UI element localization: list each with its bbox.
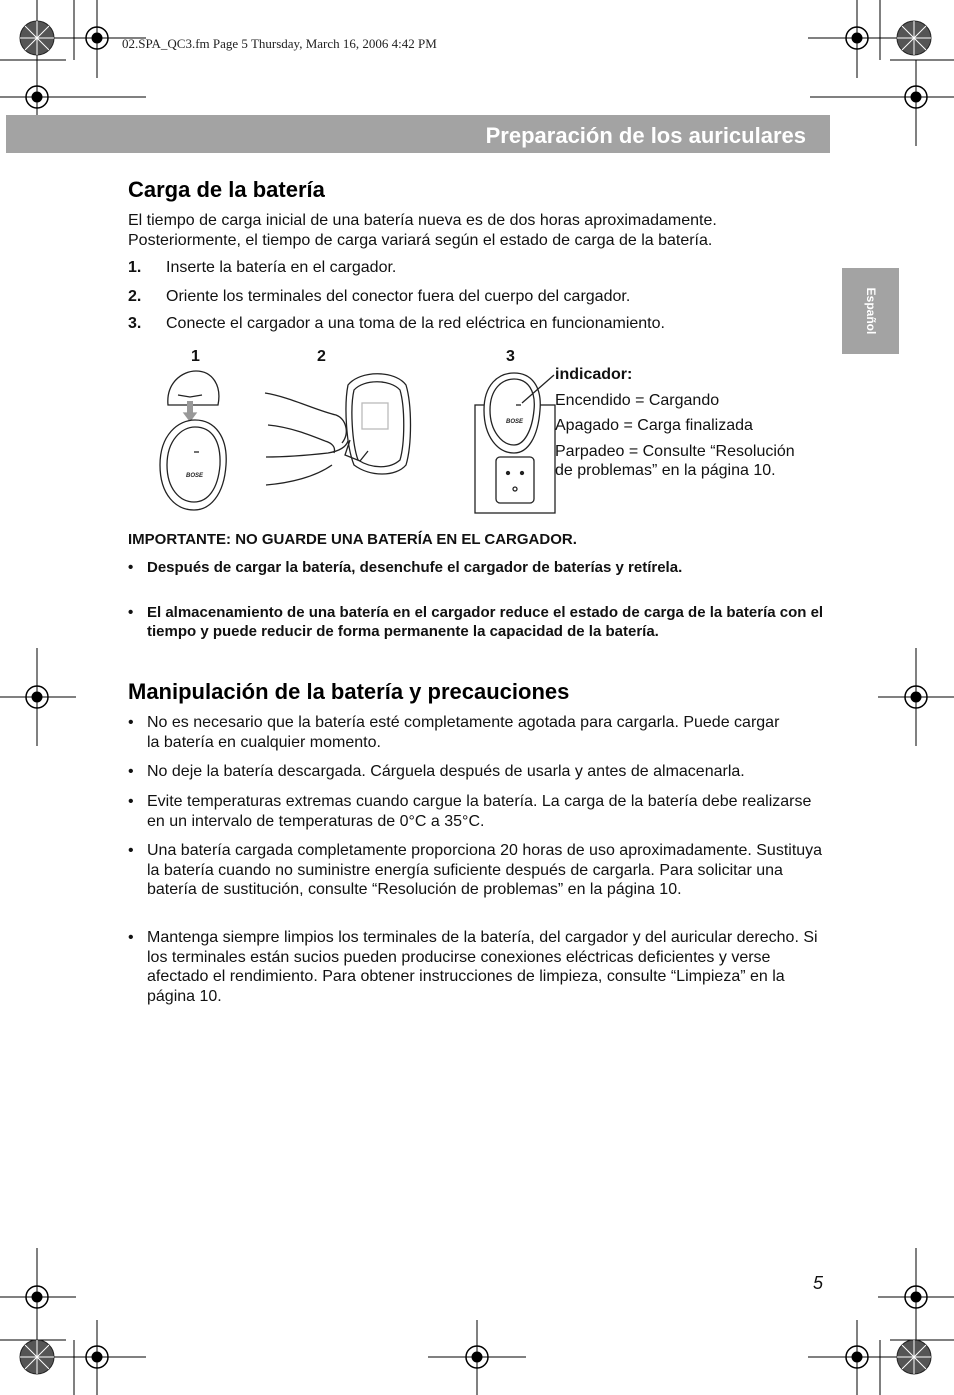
bullet-marker: • [128,929,134,946]
bullet-text: No es necesario que la batería esté completamente agotada para cargarla. Puede cargar la batería en cualquier momento. [147,714,780,751]
bullet-text: Mantenga siempre limpios los terminales de la batería, del cargador y del auricular derecho. Si los terminales están sucios pueden producirse conexiones eléctricas deficientes y verse afectado el rendimiento. Para obtener instrucciones de limpieza, consulte “Limpieza” en la página 10. [147,929,818,1005]
indicator-legend-title: indicador: [555,366,633,383]
bullet-text: El almacenamiento de una batería en el cargador reduce el estado de carga de la batería con el tiempo y puede reducir de forma permanente la capacidad de la batería. [147,604,824,640]
charger-illustration [150,365,560,520]
step-number: 1. [128,259,142,276]
step-item [128,287,818,307]
brand-label: BOSE [506,419,524,425]
bullet-text: Una batería cargada completamente proporciona 20 horas de uso aproximadamente. Sustituya la batería cuando no suministre energía suficiente después de cargarla. Para solicitar una batería de sustitución, consulte “Resolución de problemas” en la página 10. [147,842,823,898]
step-item [128,314,818,334]
section-title: Preparación de los auriculares [485,123,806,148]
step-number: 2. [128,288,142,305]
indicator-legend [555,365,835,481]
figure-label-2: 2 [317,348,326,365]
bullet-marker: • [128,714,134,731]
indicator-legend-off: Apagado = Carga finalizada [555,417,753,434]
indicator-legend-blink-cont: de problemas” en la página 10. [555,462,776,479]
language-tab [842,268,899,354]
step-text: Oriente los terminales del conector fuera del cuerpo del cargador. [166,288,631,305]
step-item [128,258,818,278]
important-title: IMPORTANTE: NO GUARDE UNA BATERÍA EN EL CARGADOR. [128,531,577,548]
handling-heading: Manipulación de la batería y precauciones [128,679,570,704]
brand-label: BOSE [186,473,204,479]
file-header: 02.SPA_QC3.fm Page 5 Thursday, March 16, 2006 4:42 PM [122,36,437,51]
figure-label-3: 3 [506,348,515,365]
charge-heading: Carga de la batería [128,177,325,202]
bullet-text: No deje la batería descargada. Cárguela después de usarla y antes de almacenarla. [147,763,745,780]
bullet-marker: • [128,559,134,576]
figure-label-1: 1 [191,348,200,365]
step-text: Inserte la batería en el cargador. [166,259,397,276]
bullet-marker: • [128,793,134,810]
indicator-legend-blink: Parpadeo = Consulte “Resolución [555,442,795,460]
step-number: 3. [128,315,142,332]
section-title-bar [6,115,830,153]
page-number: 5 [813,1273,824,1293]
bullet-marker: • [128,604,134,621]
charge-intro: El tiempo de carga inicial de una batería nueva es de dos horas aproximadamente. Posteriormente, el tiempo de carga variará según el estado de carga de la batería. [128,212,717,249]
step-text: Conecte el cargador a una toma de la red eléctrica en funcionamiento. [166,315,665,332]
bullet-text: Después de cargar la batería, desenchufe el cargador de baterías y retírela. [147,559,683,576]
language-tab-label: Español [863,287,878,335]
bullet-text: Evite temperaturas extremas cuando cargue la batería. La carga de la batería debe realizarse en un intervalo de temperaturas de 0°C a 35°C. [147,793,812,830]
indicator-legend-on: Encendido = Cargando [555,391,720,409]
bullet-marker: • [128,763,134,780]
bullet-marker: • [128,842,134,859]
